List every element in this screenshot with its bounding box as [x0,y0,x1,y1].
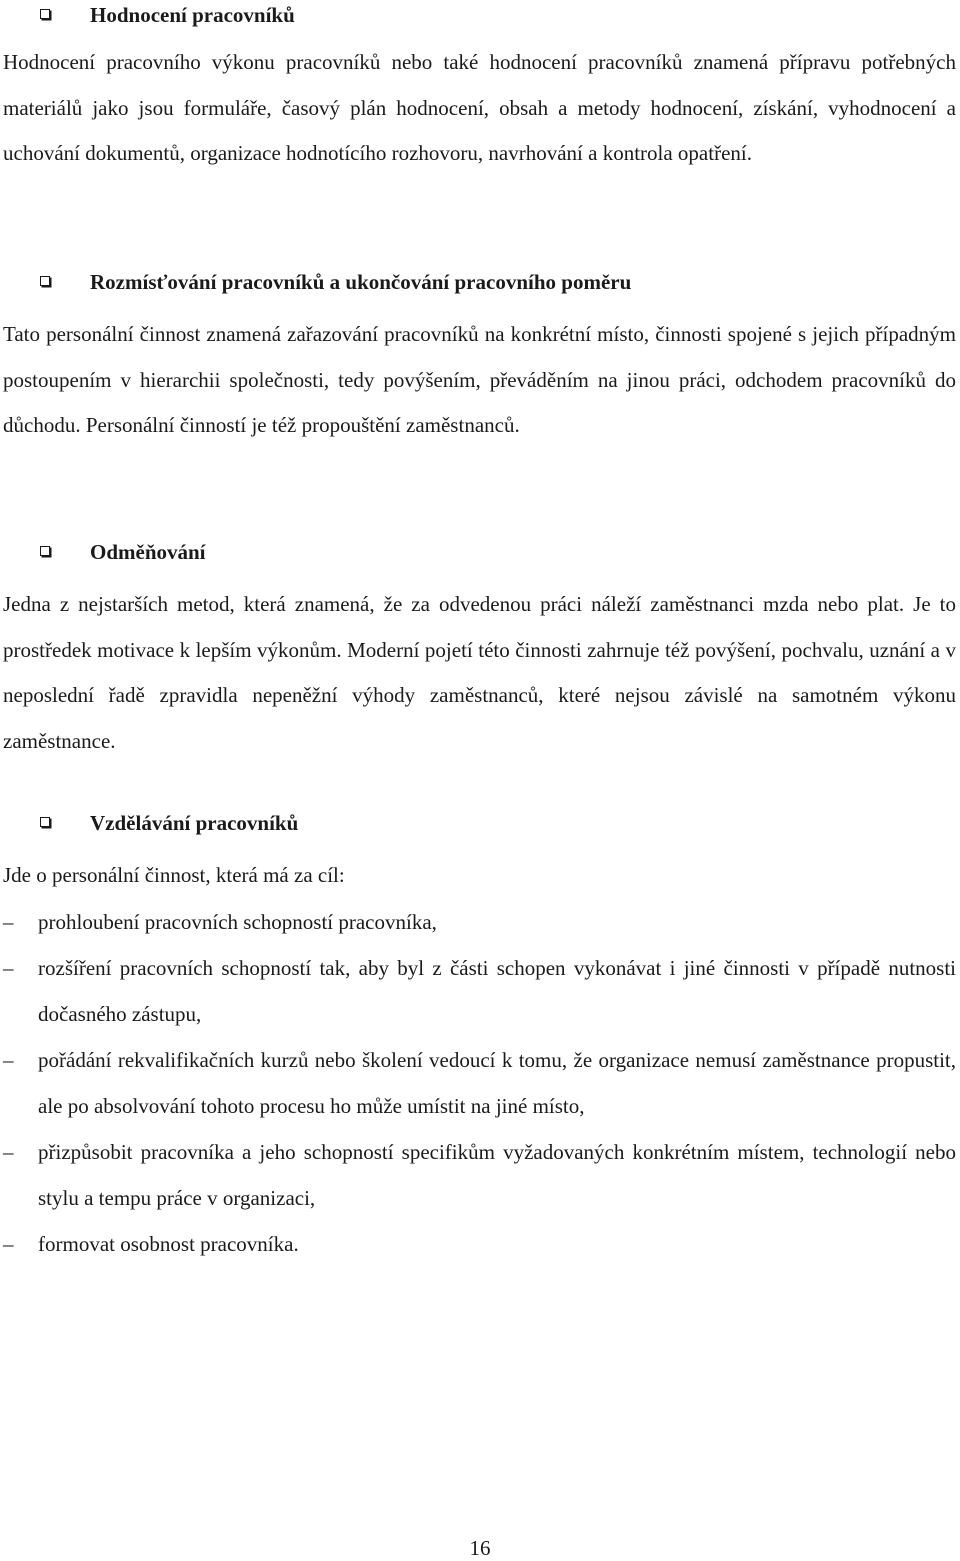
list-item-text: přizpůsobit pracovníka a jeho schopností specifikům vyžadovaných konkrétním místem, technologií nebo stylu a tempu práce v organizaci, [38,1140,956,1210]
section-heading-text: Hodnocení pracovníků [90,3,295,27]
section-heading [3,0,956,30]
list-item [3,1130,956,1221]
list-item-text: rozšíření pracovních schopností tak, aby byl z části schopen vykonávat i jiné činnosti v případě nutnosti dočasného zástupu, [38,956,956,1026]
dash-bullet: – [3,909,14,934]
list-item-text: prohloubení pracovních schopností pracovníka, [38,909,437,934]
section-heading-text: Odměňování [90,540,206,564]
section-heading [3,537,956,567]
dash-bullet: – [3,956,14,980]
dash-bullet: – [3,1048,14,1072]
section-paragraph: Jedna z nejstarších metod, která znamená, že za odvedenou práci náleží zaměstnanci mzda nebo plat. Je to prostředek motivace k lepším výkonům. Moderní pojetí této činnosti zahrnuje též povýšení, pochvalu, uznání a v neposlední řadě zpravidla nepeněžní výhody zaměstnanců, které nejsou závislé na samotném výkonu zaměstnance. [3,592,956,753]
list-item [3,900,956,946]
dash-bullet: – [3,1232,14,1256]
section-heading-text: Vzdělávání pracovníků [90,811,299,835]
checkbox-bullet-icon [40,817,50,827]
section-heading [3,267,956,297]
checkbox-bullet-icon [40,9,50,19]
checkbox-bullet-icon [40,276,50,286]
list-item-text: pořádání rekvalifikačních kurzů nebo školení vedoucí k tomu, že organizace nemusí zaměstnance propustit, ale po absolvování tohoto procesu ho může umístit na jiné místo, [38,1048,956,1118]
section-paragraph: Tato personální činnost znamená zařazování pracovníků na konkrétní místo, činnosti spojené s jejich případným postoupením v hierarchii společnosti, tedy povýšením, převáděním na jinou práci, odchodem pracovníků do důchodu. Personální činností je též propouštění zaměstnanců. [3,322,956,437]
section-hodnoceni [3,0,956,177]
dash-bullet: – [3,1140,14,1164]
list-item-text: formovat osobnost pracovníka. [38,1232,299,1256]
list-item [3,1038,956,1129]
section-vzdelavani [3,808,956,1268]
goals-list [3,900,956,1268]
page-number: 16 [469,1536,491,1560]
section-paragraph: Jde o personální činnost, která má za cíl: [3,863,345,887]
section-odmenovani [3,537,956,764]
section-heading [3,808,956,838]
list-item [3,1222,956,1268]
section-paragraph: Hodnocení pracovního výkonu pracovníků nebo také hodnocení pracovníků znamená přípravu potřebných materiálů jako jsou formuláře, časový plán hodnocení, obsah a metody hodnocení, získání, vyhodnocení a uchování dokumentů, organizace hodnotícího rozhovoru, navrhování a kontrola opatření. [3,50,956,165]
list-item [3,946,956,1037]
checkbox-bullet-icon [40,546,50,556]
section-rozmistovani [3,267,956,449]
section-heading-text: Rozmísťování pracovníků a ukončování pracovního poměru [90,270,632,294]
